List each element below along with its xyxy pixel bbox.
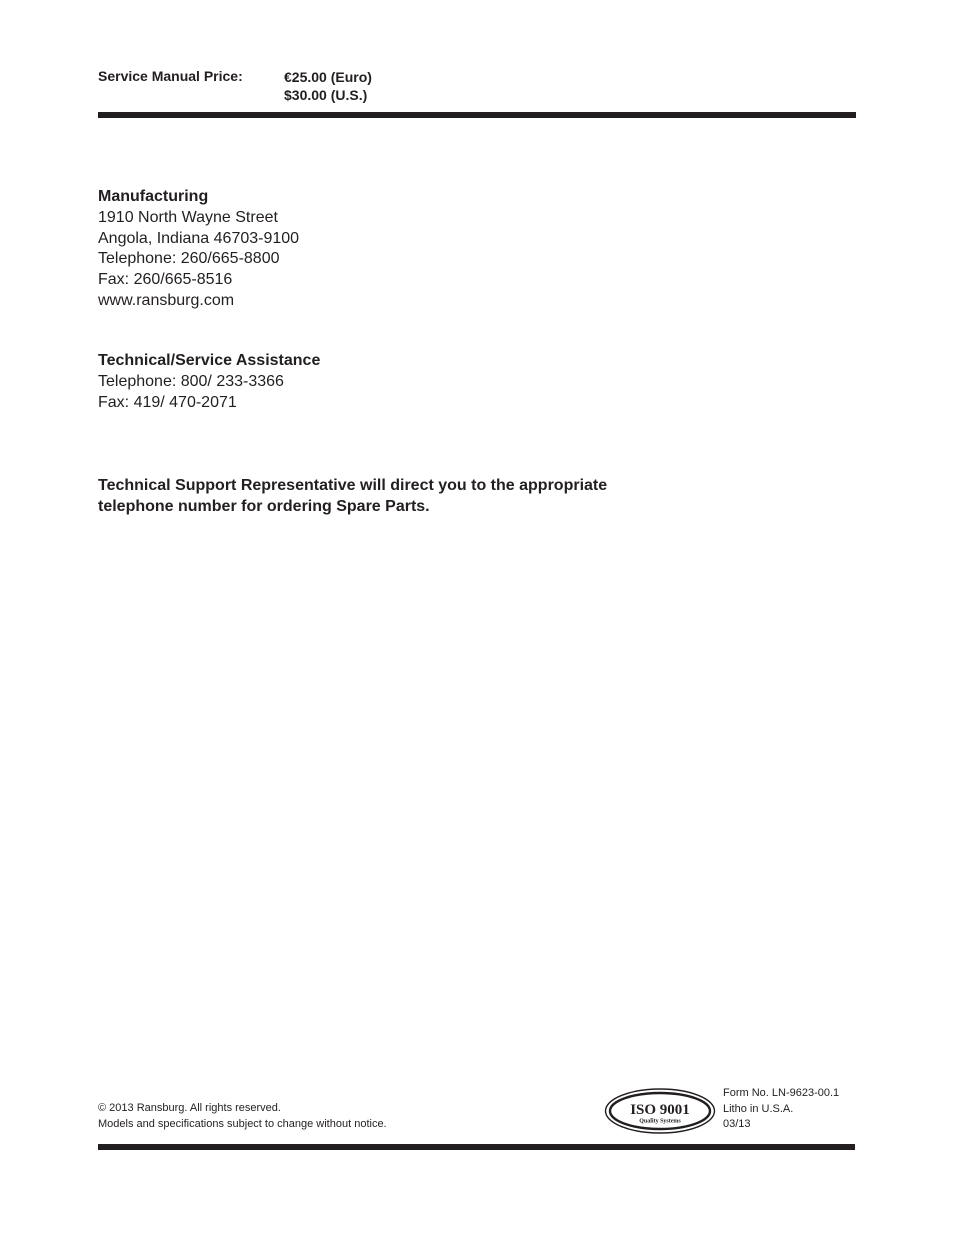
iso-logo-title: ISO 9001 [630,1102,690,1118]
manufacturing-fax: Fax: 260/665-8516 [98,271,233,289]
copyright-text: © 2013 Ransburg. All rights reserved. [98,1102,281,1114]
manufacturing-website: www.ransburg.com [98,291,235,309]
manufacturing-section [98,187,299,312]
spare-parts-notice-line-2: telephone number for ordering Spare Parts. [98,497,430,515]
manufacturing-address-city: Angola, Indiana 46703-9100 [98,229,300,247]
technical-service-fax: Fax: 419/ 470-2071 [98,393,237,411]
spare-parts-notice [98,476,698,517]
technical-service-telephone: Telephone: 800/ 233-3366 [98,372,284,390]
manufacturing-heading: Manufacturing [98,188,209,205]
disclaimer-text: Models and specifications subject to change without notice. [98,1117,387,1130]
bottom-divider [98,1144,855,1150]
form-info-block [723,1086,839,1133]
price-euro: €25.00 (Euro) [284,69,372,85]
copyright-block [98,1101,387,1132]
iso-9001-logo [604,1087,716,1135]
form-date: 03/13 [723,1118,751,1130]
price-usd: $30.00 (U.S.) [284,87,368,103]
price-values [284,68,372,104]
manufacturing-address-street: 1910 North Wayne Street [98,208,278,226]
form-number: Form No. LN-9623-00.1 [723,1087,840,1099]
spare-parts-notice-line-1: Technical Support Representative will direct you to the appropriate [98,477,608,494]
technical-service-section [98,351,320,413]
litho-text: Litho in U.S.A. [723,1102,794,1115]
price-label: Service Manual Price: [98,68,243,84]
technical-service-heading: Technical/Service Assistance [98,352,321,369]
manufacturing-telephone: Telephone: 260/665-8800 [98,250,280,268]
top-divider [98,112,856,118]
iso-logo-subtitle: Quality Systems [639,1118,681,1125]
